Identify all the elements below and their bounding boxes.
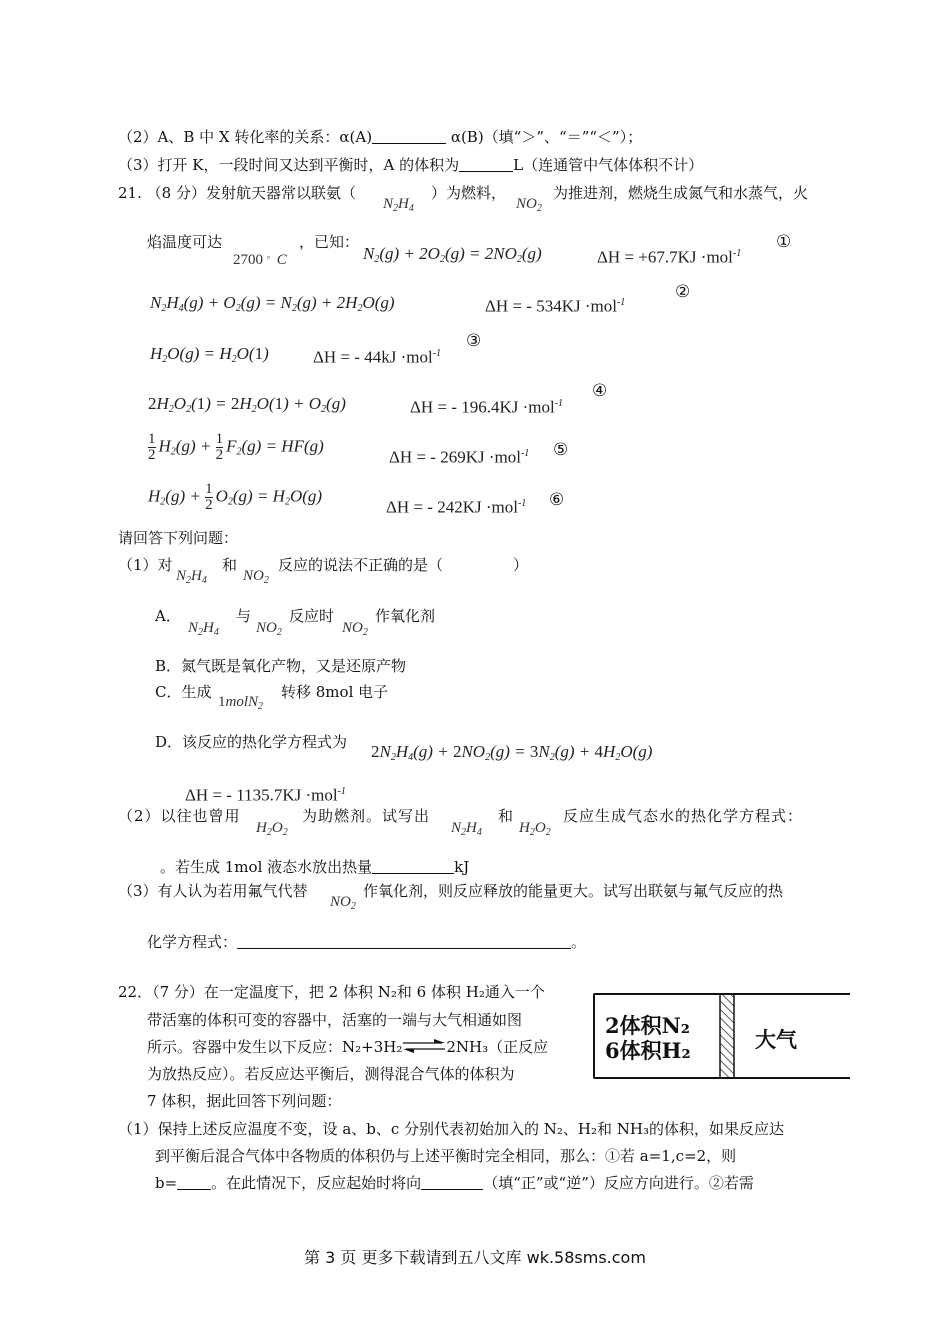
q21-s3-answer: 化学方程式： 。 — [147, 933, 587, 951]
equation-5: $\frac{1}{2}$ $H_2(g)$ + $\frac{1}{2}$ $F_2(g) = HF(g)$ — [148, 431, 324, 463]
equation-3-number: ③ — [466, 331, 482, 351]
formula-no2: $NO_2$ — [516, 196, 542, 214]
equation-6: $H_2(g)$ + $\frac{1}{2}$ $O_2(g) = H_2O(g)$ — [148, 481, 323, 513]
q21-s3-b: 作氧化剂，则反应释放的能量更大。试写出联氨与氟气反应的热 — [363, 882, 784, 900]
q22-s1-line-1: （1）保持上述反应温度不变，设 a、b、c 分别代表初始加入的 N₂、H₂和 NH₃的体积，如果反应达 — [118, 1120, 785, 1138]
q20-part3: （3）打开 K，一段时间又达到平衡时，A 的体积为 L（连通管中气体体积不计） — [118, 156, 704, 174]
piston — [720, 994, 734, 1078]
q20-part2: （2）A、B 中 X 转化率的关系：α(A) α(B)（填“＞”、“＝”“＜”）； — [118, 128, 643, 146]
q21-s1-b: 和 — [222, 556, 238, 574]
option-d-equation: $2N_2H_4(g) + 2NO_2(g) = 3N_2(g) + 4H_2O(g)$ — [371, 742, 653, 763]
equation-4: $2H_2O_2(1) = 2H_2O(1) + O_2(g)$ — [148, 394, 346, 415]
equation-6-dh: ΔH = - 242KJ ·mol$^{-1}$ — [386, 497, 527, 517]
q21-s3-a: （3）有人认为若用氟气代替 — [118, 882, 308, 900]
q21-s1-a: （1）对 — [118, 556, 173, 574]
q21-s2-c: 和 — [498, 807, 514, 825]
q21-known: ，已知： — [299, 233, 360, 251]
formula-no2: $NO_2$ — [342, 620, 368, 638]
equilibrium-arrows-icon — [402, 1039, 446, 1053]
option-d-dh: ΔH = - 1135.7KJ ·mol$^{-1}$ — [185, 785, 346, 805]
q22-line-2: 带活塞的体积可变的容器中，活塞的一端与大气相通如图 — [147, 1011, 523, 1029]
formula-n2h4: $N_2H_4$ — [451, 820, 482, 838]
equation-4-number: ④ — [592, 381, 608, 401]
h2-volume-label: 6体积H₂ — [605, 1038, 691, 1063]
equation-3: $H_2O(g) = H_2O(1)$ — [150, 344, 269, 365]
option-b[interactable]: B．氮气既是氧化产物，又是还原产物 — [155, 657, 407, 675]
q22-s1-line-2: 到平衡后混合气体中各物质的体积仍与上述平衡时完全相同，那么：①若 a=1,c=2，则 — [155, 1147, 737, 1165]
q22-s1-line-3: b= 。在此情况下，反应起始时将向 （填“正”或“逆”）反应方向进行。②若需 — [155, 1174, 754, 1192]
q21-s2-heat: 。若生成 1mol 液态水放出热量 kJ — [160, 858, 470, 876]
q21-s2-d: 反应生成气态水的热化学方程式： — [563, 807, 804, 825]
q22-line-3: 所示。容器中发生以下反应：N₂+3H₂ 2NH₃（正反应 — [147, 1038, 549, 1056]
q21-blank-equation[interactable] — [237, 934, 571, 949]
q22-blank-b[interactable] — [177, 1175, 211, 1190]
q21-blank-heat[interactable] — [372, 859, 454, 874]
gas-mixture-label — [605, 1013, 691, 1063]
q21-s2-a: （2）以往也曾用 — [118, 807, 241, 825]
option-c-b: 转移 8mol 电子 — [281, 683, 389, 701]
equation-3-dh: ΔH = - 44kJ ·mol$^{-1}$ — [313, 347, 442, 367]
option-a-d: 作氧化剂 — [375, 607, 436, 625]
equation-1-number: ① — [776, 232, 792, 252]
equation-2-dh: ΔH = - 534KJ ·mol$^{-1}$ — [485, 296, 626, 316]
equation-2: $N_2H_4(g) + O_2(g) = N_2(g) + 2H_2O(g)$ — [150, 293, 395, 314]
formula-h2o2: $H_2O_2$ — [519, 820, 551, 838]
option-d-label[interactable]: D．该反应的热化学方程式为 — [155, 733, 348, 751]
q21-intro-c: 为推进剂，燃烧生成氮气和水蒸气，火 — [553, 184, 809, 202]
q21-intro-b: ）为燃料， — [431, 184, 507, 202]
formula-n2h4: $N_2H_4$ — [188, 620, 219, 638]
formula-n2h4: $N_2H_4$ — [176, 568, 207, 586]
option-a-b: 与 — [236, 607, 252, 625]
page-footer: 第 3 页 更多下载请到五八文库 wk.58sms.com — [304, 1248, 646, 1267]
q22-blank-direction[interactable] — [421, 1175, 483, 1190]
option-c-label[interactable]: C．生成 — [155, 683, 212, 701]
atmosphere-label: 大气 — [755, 1027, 797, 1052]
q21-ask: 请回答下列问题： — [118, 529, 239, 547]
q21-temp-label: 焰温度可达 — [147, 233, 223, 251]
equation-6-number: ⑥ — [549, 490, 565, 510]
q21-s1-c: 反应的说法不正确的是（ — [278, 556, 444, 574]
q20-blank-alpha[interactable] — [372, 129, 446, 144]
equation-5-number: ⑤ — [553, 440, 569, 460]
equation-1-dh: ΔH = +67.7KJ ·mol$^{-1}$ — [597, 247, 742, 267]
equation-4-dh: ΔH = - 196.4KJ ·mol$^{-1}$ — [410, 397, 564, 417]
container-diagram — [593, 993, 850, 1079]
q21-s1-d: ） — [513, 556, 529, 574]
formula-no2: $NO_2$ — [256, 620, 282, 638]
q20-blank-volume[interactable] — [459, 157, 513, 172]
q22-line-5: 7 体积，据此回答下列问题： — [147, 1092, 342, 1110]
q21-intro: 21. （8 分）发射航天器常以联氨（ — [118, 184, 356, 202]
q21-s2-b: 为助燃剂。试写出 — [302, 807, 431, 825]
q22-line-1: 22．（7 分）在一定温度下，把 2 体积 N₂和 6 体积 H₂通入一个 — [118, 983, 545, 1001]
equation-5-dh: ΔH = - 269KJ ·mol$^{-1}$ — [389, 447, 530, 467]
equation-1: $N_2(g) + 2O_2(g) = 2NO_2(g)$ — [363, 244, 542, 265]
formula-no2: $NO_2$ — [243, 568, 269, 586]
formula-no2: $NO_2$ — [330, 894, 356, 912]
n2-volume-label: 2体积N₂ — [605, 1013, 691, 1038]
temperature: 2700 。C — [233, 250, 287, 268]
option-a-label[interactable]: A． — [155, 607, 181, 625]
formula-h2o2: $H_2O_2$ — [256, 820, 288, 838]
formula-n2h4: $N_2H_4$ — [383, 196, 414, 214]
formula-1mol-n2: 1molN$_2$ — [218, 694, 264, 712]
q22-line-4: 为放热反应）。若反应达平衡后，测得混合气体的体积为 — [147, 1065, 515, 1083]
option-a-c: 反应时 — [289, 607, 335, 625]
equation-2-number: ② — [675, 282, 691, 302]
